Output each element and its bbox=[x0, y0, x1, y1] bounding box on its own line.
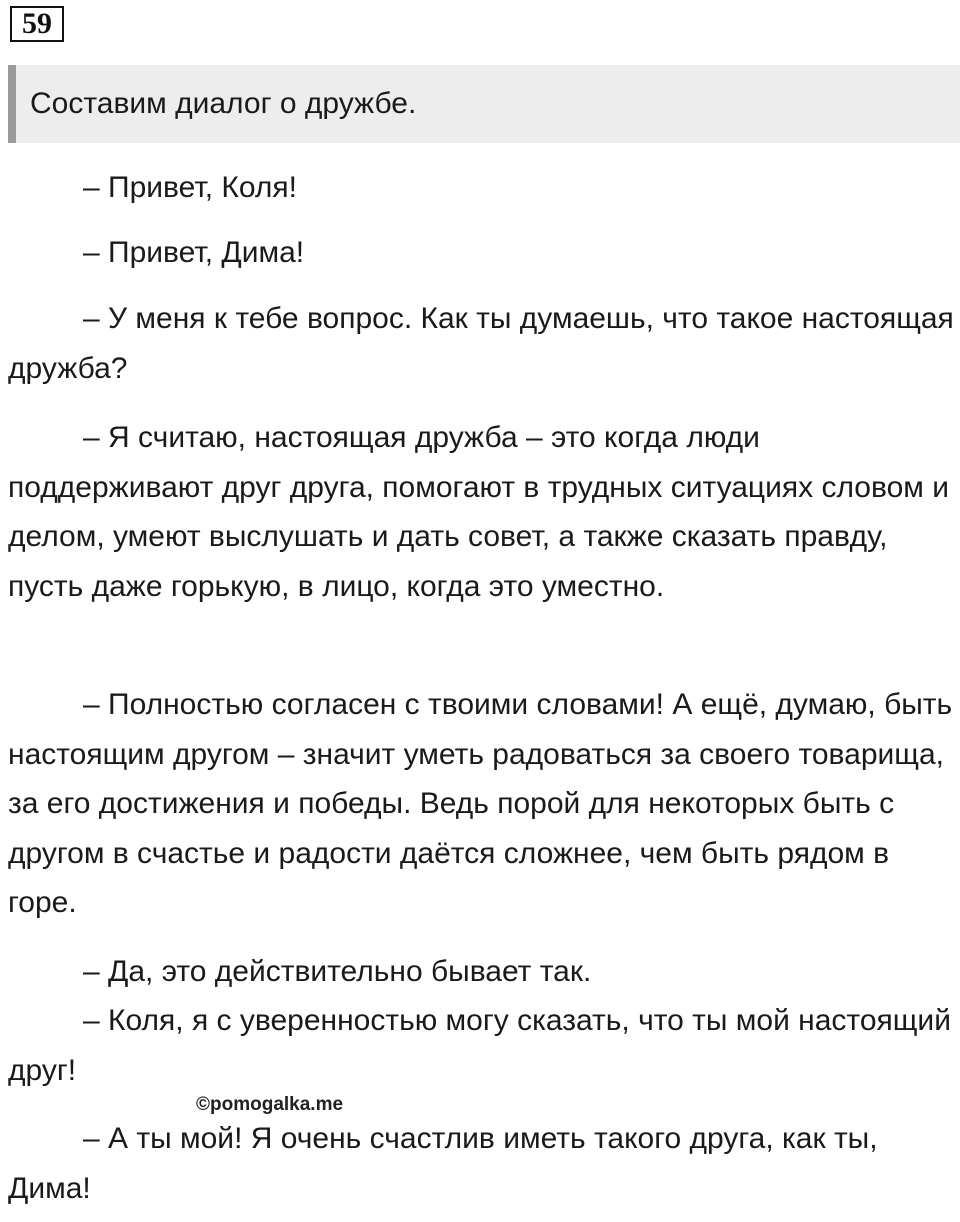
dialogue-line-5: – Полностью согласен с твоими словами! А ещё, думаю, быть настоящим другом – значит уметь радоваться за своего товарища, за его достижения и победы. Ведь порой для некоторых быть с другом в счастье и радости даётся сложнее, чем быть рядом в горе. bbox=[8, 688, 953, 920]
dialogue-line-6: – Да, это действительно бывает так. bbox=[83, 955, 592, 988]
dialogue-line-7: – Коля, я с уверенностью могу сказать, что ты мой настоящий друг! bbox=[8, 1004, 951, 1087]
task-number-badge: 59 bbox=[10, 6, 64, 42]
dialogue-line-3: – У меня к тебе вопрос. Как ты думаешь, что такое настоящая дружба? bbox=[8, 302, 954, 385]
dialogue-line-2: – Привет, Дима! bbox=[83, 236, 305, 269]
watermark-text: ©pomogalka.me bbox=[196, 1094, 344, 1115]
task-instruction-banner: Составим диалог о дружбе. bbox=[8, 65, 960, 143]
dialogue-line-8: – А ты мой! Я очень счастлив иметь такого друга, как ты, Дима! bbox=[8, 1122, 878, 1205]
dialogue-line-1: – Привет, Коля! bbox=[83, 171, 297, 204]
dialogue-line-4: – Я считаю, настоящая дружба – это когда люди поддерживают друг друга, помогают в трудных ситуациях словом и делом, умеют выслушать и дать совет, а также сказать правду, пусть даже горькую, в лицо, когда это уместно. bbox=[8, 421, 949, 603]
